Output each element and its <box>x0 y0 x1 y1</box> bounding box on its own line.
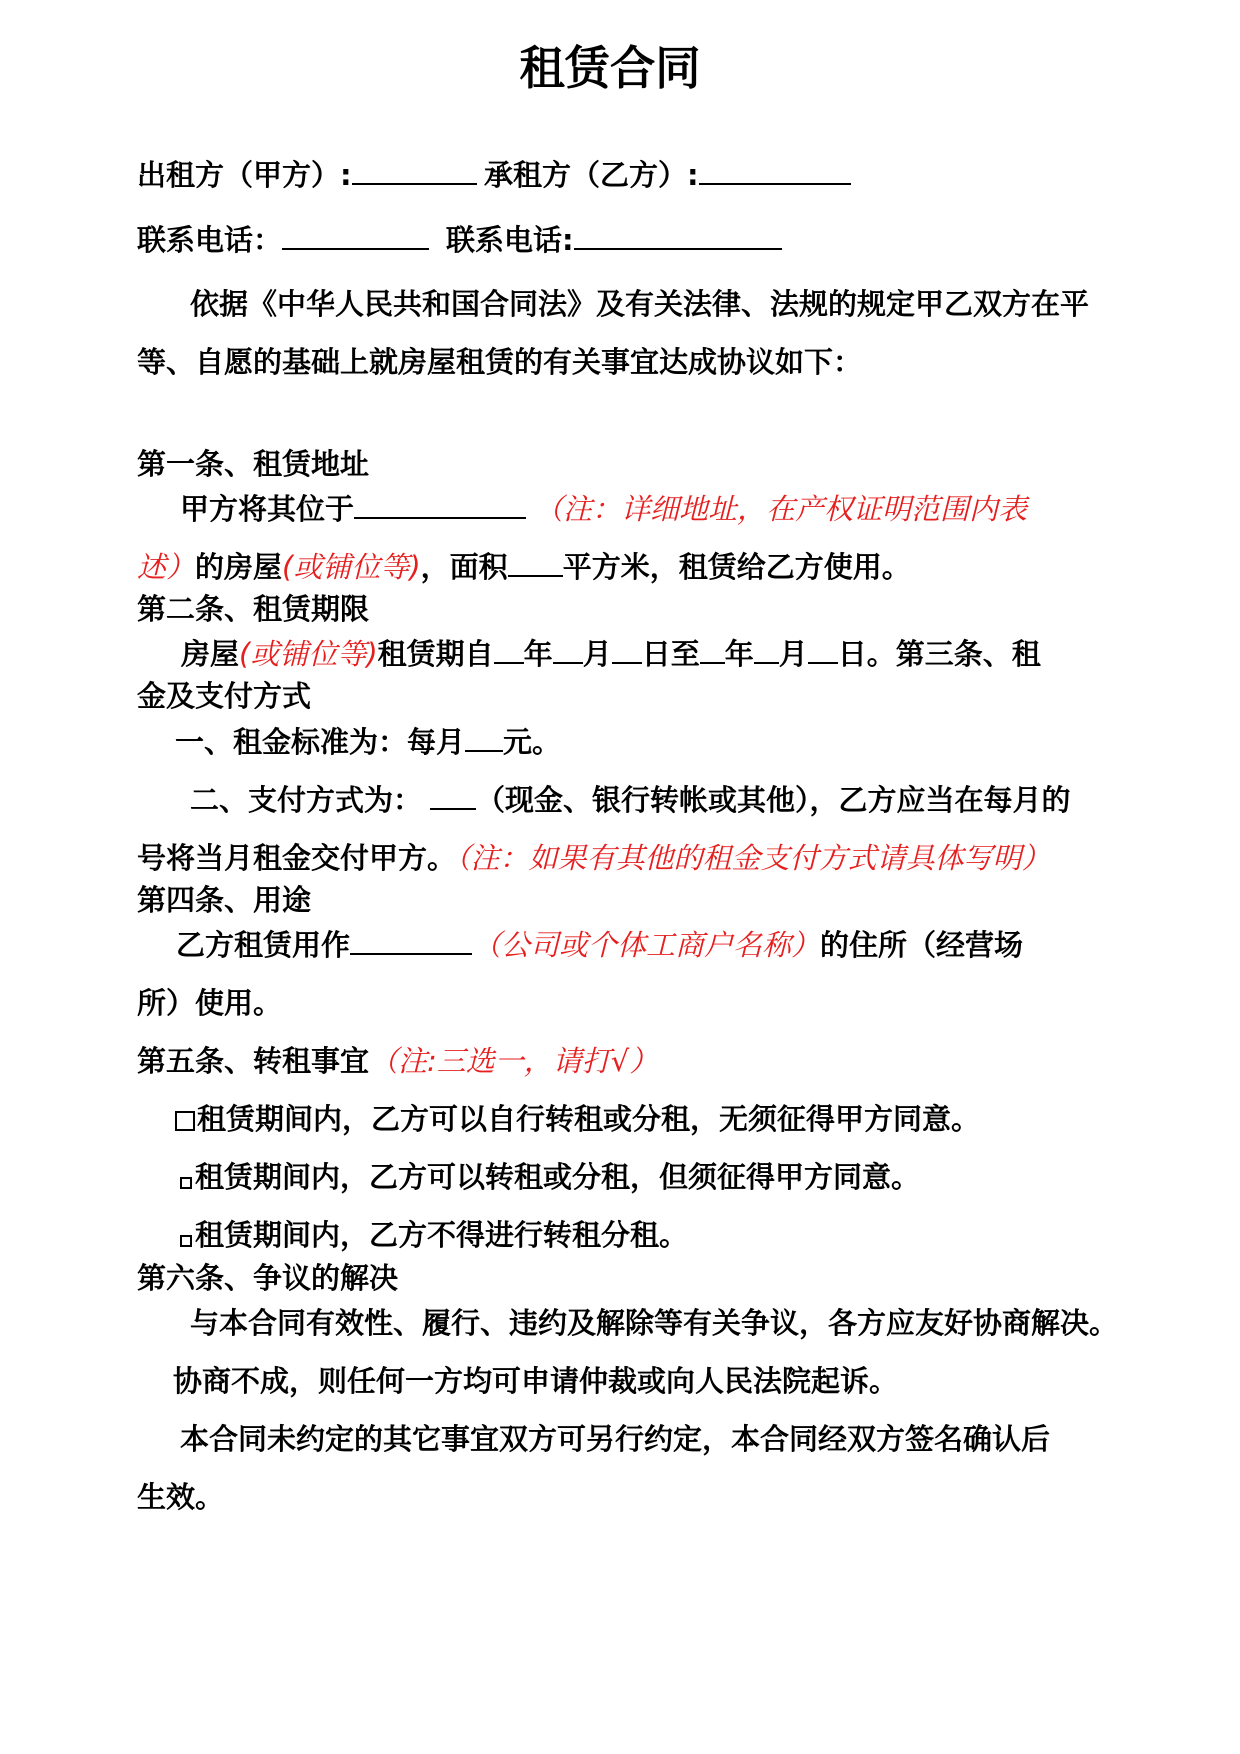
address-note: （注：详细地址，在产权证明范围内表 <box>534 492 1028 526</box>
article-4-text-b: 的住所（经营场 <box>820 928 1024 962</box>
payment-method-options: （现金、银行转帐或其他），乙方应当在每月的 <box>476 783 1071 817</box>
lessor-phone-blank[interactable] <box>282 220 429 250</box>
end-month-blank[interactable] <box>754 634 779 664</box>
start-day-blank[interactable] <box>612 634 642 664</box>
article-6-line-1: 与本合同有效性、履行、违约及解除等有关争议，各方应友好协商解决。 <box>190 1306 1119 1340</box>
sublet-option-1[interactable] <box>175 1099 980 1139</box>
payment-method-blank[interactable] <box>430 780 476 810</box>
article-4-heading: 第四条、用途 <box>137 883 312 917</box>
sublet-option-2[interactable] <box>180 1157 920 1197</box>
document-title: 租赁合同 <box>519 41 701 95</box>
rent-standard-line <box>175 722 561 762</box>
article-2-line-2: 金及支付方式 <box>137 679 312 713</box>
stall-note: (或铺位等) <box>282 550 421 584</box>
year-label: 年 <box>724 637 754 671</box>
lessor-phone-line <box>137 220 429 260</box>
address-note-end: 述） <box>137 550 196 584</box>
lessor-line <box>137 155 477 195</box>
area-blank[interactable] <box>508 547 563 577</box>
article-6-heading: 第六条、争议的解决 <box>137 1261 399 1295</box>
sublet-option-1-label: 租赁期间内，乙方可以自行转租或分租，无须征得甲方同意。 <box>197 1102 981 1136</box>
lessee-line <box>484 155 851 195</box>
payment-method-line <box>190 780 1071 820</box>
sublet-option-3[interactable] <box>180 1215 688 1255</box>
article-1-line-2 <box>137 547 911 587</box>
article-2-line-1 <box>181 634 1041 674</box>
article-4-line-2: 所）使用。 <box>137 986 283 1020</box>
end-year-blank[interactable] <box>700 634 725 664</box>
article-5-heading: 第五条、转租事宜 <box>137 1044 370 1078</box>
article-4-text-a: 乙方租赁用作 <box>176 928 351 962</box>
closing-line-1: 本合同未约定的其它事宜双方可另行约定，本合同经双方签名确认后 <box>180 1422 1051 1456</box>
day-end-label: 日。第三条、租 <box>837 637 1041 671</box>
payment-method-text: 二、支付方式为： <box>190 783 423 817</box>
start-year-blank[interactable] <box>494 634 524 664</box>
article-1-text-d: 平方米，租赁给乙方使用。 <box>562 550 911 584</box>
payment-date-text: 号将当月租金交付甲方。 <box>137 841 457 875</box>
usage-blank[interactable] <box>350 925 472 955</box>
article-2-note: (或铺位等) <box>239 637 378 671</box>
lessee-phone-blank[interactable] <box>574 220 782 250</box>
start-month-blank[interactable] <box>553 634 583 664</box>
article-2-text-a: 房屋 <box>181 637 240 671</box>
lessor-label: 出租方（甲方）: <box>137 158 352 192</box>
article-5-heading-line <box>137 1041 658 1081</box>
article-2-heading: 第二条、租赁期限 <box>137 592 370 626</box>
closing-line-2: 生效。 <box>137 1480 225 1514</box>
article-2-text-b: 租赁期自 <box>377 637 494 671</box>
checkbox-icon[interactable] <box>180 1235 192 1247</box>
article-1-text-b: 的房屋 <box>195 550 283 584</box>
article-6-line-2: 协商不成，则任何一方均可申请仲裁或向人民法院起诉。 <box>173 1364 899 1398</box>
intro-line-1: 依据《中华人民共和国合同法》及有关法律、法规的规定甲乙双方在平 <box>190 287 1090 321</box>
article-1-line-1 <box>180 489 1027 529</box>
checkbox-icon[interactable] <box>180 1177 192 1189</box>
rent-standard-text: 一、租金标准为：每月 <box>175 725 466 759</box>
sublet-note: （注:三选一，请打√） <box>369 1044 659 1078</box>
month-label: 月 <box>582 637 612 671</box>
lessor-name-blank[interactable] <box>352 155 477 185</box>
payment-date-line <box>137 838 1051 878</box>
year-label: 年 <box>523 637 553 671</box>
checkbox-icon[interactable] <box>175 1111 195 1131</box>
lessee-name-blank[interactable] <box>699 155 851 185</box>
lessee-phone-line <box>446 220 782 260</box>
lessee-label: 承租方（乙方）: <box>484 158 699 192</box>
sublet-option-3-label: 租赁期间内，乙方不得进行转租分租。 <box>195 1218 689 1252</box>
month-label: 月 <box>778 637 808 671</box>
payment-note: （注：如果有其他的租金支付方式请具体写明） <box>456 841 1051 875</box>
intro-line-2: 等、自愿的基础上就房屋租赁的有关事宜达成协议如下： <box>137 345 863 379</box>
article-1-text-a: 甲方将其位于 <box>180 492 355 526</box>
sublet-option-2-label: 租赁期间内，乙方可以转租或分租，但须征得甲方同意。 <box>195 1160 921 1194</box>
monthly-rent-blank[interactable] <box>465 722 503 752</box>
address-blank[interactable] <box>354 489 526 519</box>
end-day-blank[interactable] <box>808 634 838 664</box>
lessee-phone-label: 联系电话: <box>446 223 574 257</box>
article-4-line-1 <box>176 925 1023 965</box>
article-1-text-c: ，面积 <box>420 550 508 584</box>
lessor-phone-label: 联系电话： <box>137 223 283 257</box>
rent-unit: 元。 <box>503 725 562 759</box>
usage-note: （公司或个体工商户名称） <box>472 928 821 962</box>
article-1-heading: 第一条、租赁地址 <box>137 447 370 481</box>
day-to-label: 日至 <box>641 637 700 671</box>
